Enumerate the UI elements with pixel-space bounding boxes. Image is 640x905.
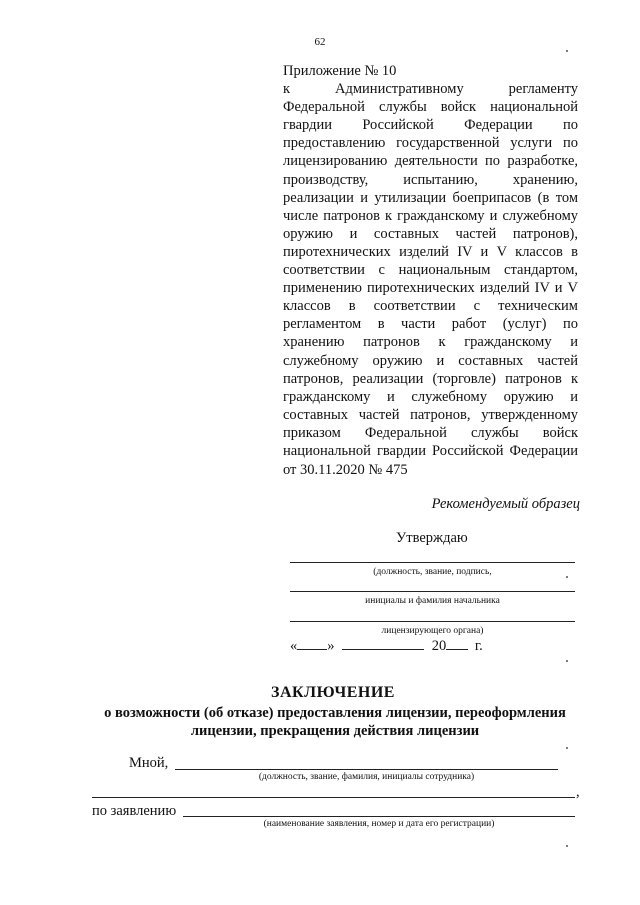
authority-line: [290, 621, 575, 622]
scan-speck: [566, 50, 568, 52]
appendix-body: к Административному регламенту Федеральной службы войск национальной гвардии Российской Федерации по предоставлению государственной услуги по лицензированию деятельности по разработке, производству, испытанию, хранению, реализации и утилизации боеприпасов (в том числе патронов к гражданскому и служебному оружию и составных частей патронов), пиротехнических изделий IV и V классов в соответствии с национальным стандартом, применению пиротехнических изделий IV и V классов в соответствии с техническим регламентом в части работ (услуг) по хранению патронов к гражданскому и служебному оружию и составных частей патронов, реализации (торговле) патронов к гражданскому и служебному оружию и составных частей патронов, утвержденному приказом Федеральной службы войск национальной гвардии Российской Федерации: [283, 81, 578, 459]
approve-word: Утверждаю: [396, 530, 468, 546]
recommended-sample-label: Рекомендуемый образец: [431, 496, 580, 512]
page-number: 62: [314, 36, 326, 48]
scan-speck: [566, 660, 568, 662]
signature-line: [290, 562, 575, 563]
name-line: [290, 591, 575, 592]
caption-name: инициалы и фамилия начальника: [365, 596, 500, 606]
conclusion-title: ЗАКЛЮЧЕНИЕ: [271, 684, 395, 701]
day-blank: [297, 637, 327, 650]
by-me-caption: (должность, звание, фамилия, инициалы сотрудника): [258, 772, 475, 782]
scan-speck: [566, 576, 568, 578]
trailing-comma: ,: [576, 784, 580, 800]
appendix-block: [283, 62, 578, 479]
approval-date: [290, 637, 483, 655]
date-close-quote: »: [327, 638, 335, 654]
application-caption: (наименование заявления, номер и дата его регистрации): [263, 819, 495, 829]
scan-speck: [566, 845, 568, 847]
scan-speck: [566, 747, 568, 749]
conclusion-subtitle: о возможности (об отказе) предоставления лицензии, переоформления лицензии, прекращения действия лицензии: [104, 705, 566, 739]
year-blank: [446, 637, 468, 650]
year-suffix: г.: [474, 638, 483, 654]
date-open-quote: «: [290, 638, 298, 654]
caption-position: (должность, звание, подпись,: [373, 567, 492, 577]
order-reference: от 30.11.2020 № 475: [283, 462, 408, 479]
month-blank: [342, 637, 424, 650]
caption-authority: лицензирующего органа): [381, 626, 484, 636]
year-prefix: 20: [431, 638, 447, 654]
application-label: по заявлению: [92, 803, 177, 819]
by-me-label: Мной,: [129, 755, 169, 771]
application-line: [183, 816, 575, 817]
appendix-heading: Приложение № 10: [283, 63, 397, 79]
continuation-line: [92, 797, 575, 798]
by-me-line: [175, 769, 558, 770]
